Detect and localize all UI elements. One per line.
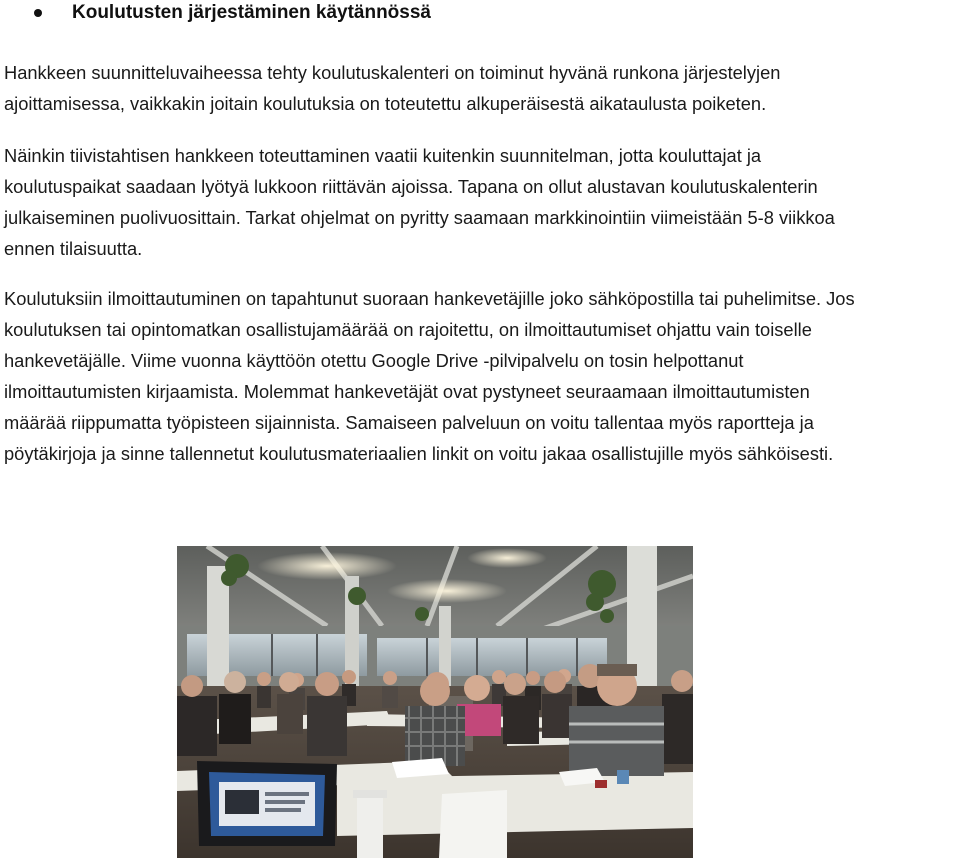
paragraph-line: koulutuspaikat saadaan lyötyä lukkoon riittävän ajoissa. Tapana on ollut alustavan koulutuskalenterin: [4, 176, 818, 197]
paragraph-1: [4, 57, 960, 119]
paragraph-2: [4, 140, 960, 264]
paragraph-line: koulutuksen tai opintomatkan osallistujamäärää on rajoitettu, on ilmoittautumiset ohjattu vain toiselle: [4, 319, 812, 340]
training-photo: [177, 546, 693, 858]
paragraph-line: pöytäkirjoja ja sinne tallennetut koulutusmateriaalien linkit on voitu jakaa osallistujille myös sähköisesti.: [4, 443, 834, 464]
paragraph-3: [4, 283, 960, 469]
paragraph-line: julkaiseminen puolivuosittain. Tarkat ohjelmat on pyritty saamaan markkinointiin viimeistään 5-8 viikkoa: [4, 207, 835, 228]
paragraph-line: Koulutuksiin ilmoittautuminen on tapahtunut suoraan hankevetäjille joko sähköpostilla tai puhelimitse. Jos: [4, 288, 855, 309]
paragraph-line: hankevetäjälle. Viime vuonna käyttöön otettu Google Drive -pilvipalvelu on tosin helpottanut: [4, 350, 744, 371]
paragraph-line: ilmoittautumisten kirjaamista. Molemmat hankevetäjät ovat pystyneet seuraamaan ilmoittautumisten: [4, 381, 810, 402]
paragraph-line: ajoittamisessa, vaikkakin joitain koulutuksia on toteutettu alkuperäisestä aikataulusta poiketen.: [4, 93, 767, 114]
paragraph-line: määrää riippumatta työpisteen sijainnista. Samaiseen palveluun on voitu tallentaa myös raportteja ja: [4, 412, 814, 433]
paragraph-line: Hankkeen suunnitteluvaiheessa tehty koulutuskalenteri on toiminut hyvänä runkona järjestelyjen: [4, 62, 781, 83]
bullet-icon: [34, 9, 42, 17]
section-title: Koulutusten järjestäminen käytännössä: [72, 2, 431, 23]
paragraph-line: Näinkin tiivistahtisen hankkeen toteuttaminen vaatii kuitenkin suunnitelman, jotta kouluttajat ja: [4, 145, 762, 166]
section-heading: [34, 0, 431, 26]
paragraph-line: ennen tilaisuutta.: [4, 238, 143, 259]
